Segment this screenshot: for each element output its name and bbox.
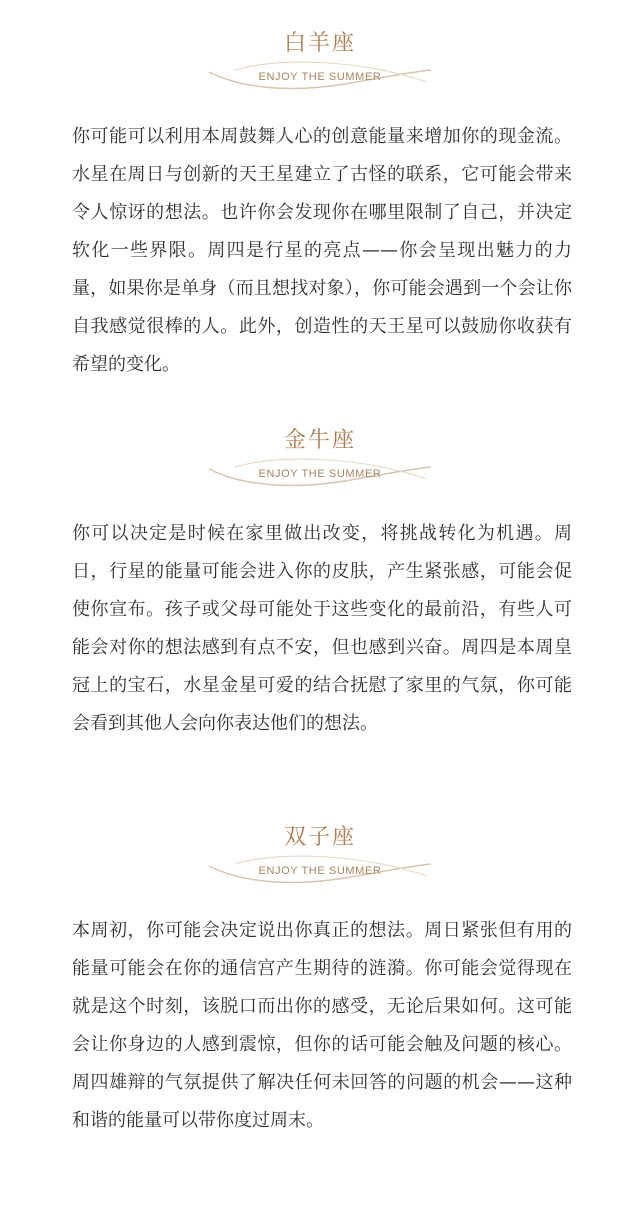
section-subtitle: ENJOY THE SUMMER <box>258 865 382 877</box>
sign-title: 金牛座 <box>283 428 356 453</box>
sign-section-aries <box>0 0 640 375</box>
section-subtitle: ENJOY THE SUMMER <box>258 71 382 83</box>
sign-title: 白羊座 <box>283 31 356 56</box>
sign-title: 双子座 <box>283 825 356 850</box>
section-heading <box>0 0 640 100</box>
horoscope-text: 你可能可以利用本周鼓舞人心的创意能量来增加你的现金流。水星在周日与创新的天王星建立了古怪的联系，它可能会带来令人惊讶的想法。也许你会发现你在哪里限制了自己，并决定软化一些界限。周四是行星的亮点——你会呈现出魅力的力量，如果你是单身（而且想找对象），你可能会遇到一个会让你自我感觉很棒的人。此外，创造性的天王星可以鼓励你收获有希望的变化。 <box>72 126 572 375</box>
horoscope-text: 本周初，你可能会决定说出你真正的想法。周日紧张但有用的能量可能会在你的通信宫产生期待的涟漪。你可能会觉得现在就是这个时刻，该脱口而出你的感受，无论后果如何。这可能会让你身边的人感到震惊，但你的话可能会触及问题的核心。周四雄辩的气氛提供了解决任何未回答的问题的机会——这种和谐的能量可以带你度过周末。 <box>72 920 572 1131</box>
section-heading <box>0 794 640 894</box>
horoscope-text: 你可以决定是时候在家里做出改变，将挑战转化为机遇。周日，行星的能量可能会进入你的皮肤，产生紧张感，可能会促使你宣布。孩子或父母可能处于这些变化的最前沿，有些人可能会对你的想法感到有点不安，但也感到兴奋。周四是本周皇冠上的宝石，水星金星可爱的结合抚慰了家里的气氛，你可能会看到其他人会向你表达他们的想法。 <box>72 523 572 734</box>
sign-section-taurus <box>0 397 640 734</box>
sign-section-gemini <box>0 794 640 1131</box>
section-subtitle: ENJOY THE SUMMER <box>258 468 382 480</box>
section-heading <box>0 397 640 497</box>
